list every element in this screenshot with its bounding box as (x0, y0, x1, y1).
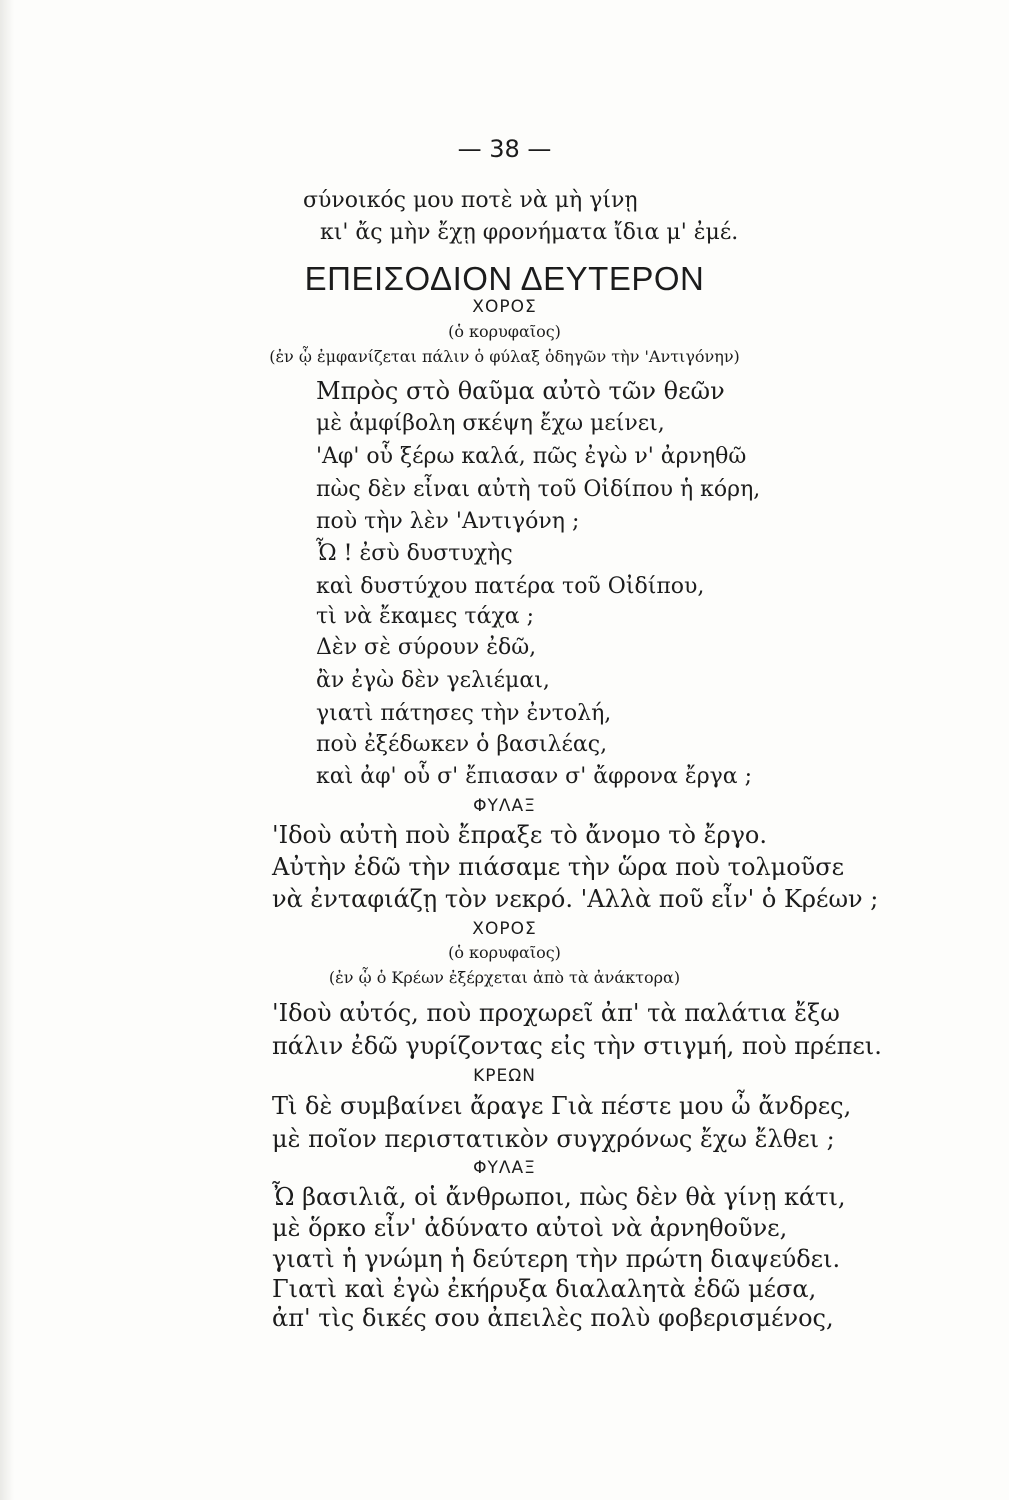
speaker-heading-guard: ΦΥΛΑΞ (473, 796, 536, 816)
verse-line: ποὺ τὴν λὲν 'Αντιγόνη ; (316, 509, 580, 534)
verse-line: Μπρὸς στὸ θαῦμα αὐτὸ τῶν θεῶν (316, 377, 725, 405)
verse-line: Ὦ ! ἐσὺ δυστυχὴς (316, 541, 513, 566)
verse-line: καὶ ἀφ' οὗ σ' ἔπιασαν σ' ἄφρονα ἔργα ; (316, 764, 753, 789)
stage-direction: (ἐν ᾧ ὁ Κρέων ἐξέρχεται ἀπὸ τὰ ἀνάκτορα) (328, 968, 681, 987)
verse-line: πάλιν ἐδῶ γυρίζοντας εἰς τὴν στιγμή, ποὺ πρέπει. (272, 1032, 882, 1060)
speaker-heading-chorus: ΧΟΡΟΣ (472, 297, 537, 317)
verse-line: 'Αφ' οὗ ξέρω καλά, πῶς ἐγὼ ν' ἀρνηθῶ (316, 444, 747, 469)
verse-line: καὶ δυστύχου πατέρα τοῦ Οἰδίπου, (316, 574, 705, 599)
verse-line: μὲ ποῖον περιστατικὸν συγχρόνως ἔχω ἔλθει ; (272, 1125, 835, 1153)
verse-line: γιατὶ ἡ γνώμη ἡ δεύτερη τὴν πρώτη διαψεύδει. (272, 1245, 841, 1273)
verse-line: τὶ νὰ ἔκαμες τάχα ; (316, 604, 535, 629)
verse-line: νὰ ἐνταφιάζῃ τὸν νεκρό. 'Αλλὰ ποῦ εἶν' ὁ Κρέων ; (272, 885, 879, 913)
episode-title: ΕΠΕΙΣΟΔΙΟΝ ΔΕΥΤΕΡΟΝ (304, 260, 705, 297)
verse-line: μὲ ἀμφίβολη σκέψη ἔχω μείνει, (316, 411, 665, 436)
page-number: — 38 — (457, 135, 552, 163)
verse-line: ποὺ ἐξέδωκεν ὁ βασιλέας, (316, 732, 608, 757)
verse-line: Δὲν σὲ σύρουν ἐδῶ, (316, 635, 537, 660)
verse-line: 'Ιδοὺ αὐτὴ ποὺ ἔπραξε τὸ ἄνομο τὸ ἔργο. (272, 821, 768, 849)
stage-direction: (ἐν ᾧ ἐμφανίζεται πάλιν ὁ φύλαξ ὁδηγῶν τὴν 'Αντιγόνην) (269, 347, 740, 366)
speaker-heading-chorus: ΧΟΡΟΣ (472, 919, 537, 939)
verse-line: Γιατὶ καὶ ἐγὼ ἐκήρυξα διαλαλητὰ ἐδῶ μέσα, (272, 1275, 817, 1303)
verse-line: ἂν ἐγὼ δὲν γελιέμαι, (316, 668, 550, 693)
verse-line: γιατὶ πάτησες τὴν ἐντολή, (316, 701, 612, 726)
verse-line: Ὦ βασιλιᾶ, οἱ ἄνθρωποι, πὼς δὲν θὰ γίνῃ κάτι, (272, 1183, 846, 1211)
verse-line: πὼς δὲν εἶναι αὐτὴ τοῦ Οἰδίπου ἡ κόρη, (316, 477, 761, 502)
verse-line: ἀπ' τὶς δικές σου ἀπειλὲς πολὺ φοβερισμένος, (272, 1304, 834, 1332)
speaker-heading-creon: ΚΡΕΩΝ (473, 1066, 536, 1086)
speaker-subheading: (ὁ κορυφαῖος) (448, 943, 561, 962)
scan-edge-shadow (0, 0, 14, 1500)
verse-line: Τὶ δὲ συμβαίνει ἄραγε Γιὰ πέστε μου ὦ ἄνδρες, (272, 1092, 852, 1120)
verse-line: 'Ιδοὺ αὐτός, ποὺ προχωρεῖ ἀπ' τὰ παλάτια ἔξω (272, 999, 840, 1027)
speaker-subheading: (ὁ κορυφαῖος) (448, 322, 561, 341)
carry-over-line-2: κι' ἄς μὴν ἔχῃ φρονήματα ἴδια μ' ἐμέ. (320, 220, 739, 245)
carry-over-line-1: σύνοικός μου ποτὲ νὰ μὴ γίνῃ (303, 188, 638, 213)
speaker-heading-guard: ΦΥΛΑΞ (473, 1158, 536, 1178)
verse-line: μὲ ὅρκο εἶν' ἀδύνατο αὐτοὶ νὰ ἀρνηθοῦνε, (272, 1214, 788, 1242)
verse-line: Αὐτὴν ἐδῶ τὴν πιάσαμε τὴν ὥρα ποὺ τολμοῦσε (272, 853, 845, 881)
